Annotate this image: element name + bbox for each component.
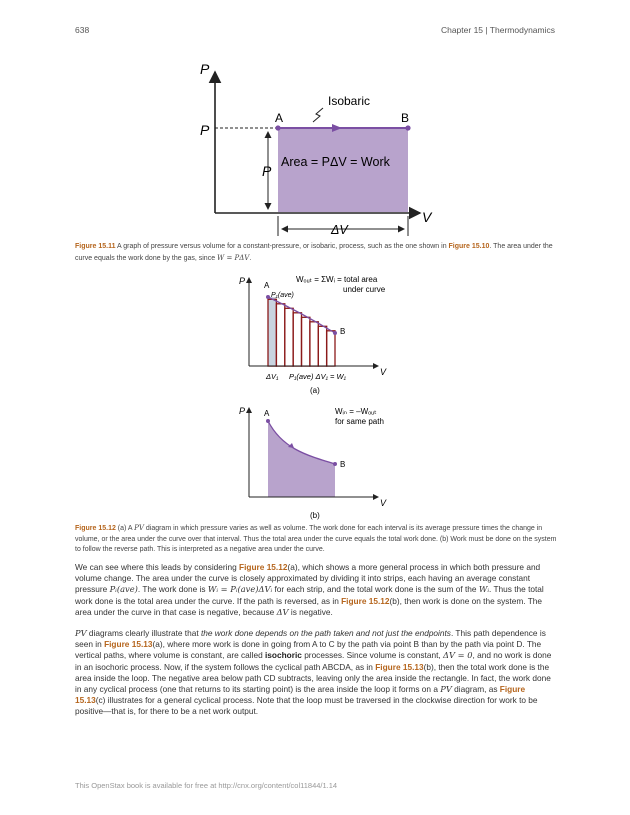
fig12a-wout-label: Wₒᵤₜ = ΣWᵢ = total area (296, 275, 378, 284)
footer-license: This OpenStax book is available for free at http://cnx.org/content/col11844/1.14 (75, 781, 338, 790)
strip-5 (302, 317, 310, 366)
paragraph-path-dependence: PV diagrams clearly illustrate that the work done depends on the path taken and not just the endpoints. This path dependence is seen in Figure 15.13(a), where more work is done in going from A to C by the path via point B than by the path via point D. The vertical paths, where volume is constant, are called isochoric processes. Since volume is constant, ΔV = 0, and no work is done in an isochoric process. Now, if the system follows the cyclical path ABCDA, as in Figure 15.13(b), then the total work done is the area inside the loop. The negative area below path CD subtracts, leaving only the area inside the rectangle. In fact, the work done in any cyclical process (one that returns to its starting point) is the area inside the loop it forms on a PV diagram, as Figure 15.13(c) illustrates for a general cyclical process. Note that the loop must be traversed in the clockwise direction for work to be positive—that is, for there to be a net work output. (75, 628, 552, 717)
fig12a-panel-label: (a) (310, 386, 320, 395)
fig11-area-equation: Area = PΔV = Work (281, 155, 390, 169)
strip-3 (285, 308, 293, 366)
caption-figure-15-12: Figure 15.12 (a) A PV diagram in which pressure varies as well as volume. The work done for each interval is its average pressure times the change in volume, or the area under the curve over that interval. Thus the total area under the curve equals the total work done. (b) Work must be done on the system to follow the reverse path. This is interpreted as a negative area under the curve. (75, 524, 557, 553)
first-strip-highlight (268, 297, 276, 366)
page-number: 638 (75, 25, 90, 35)
fig11-v-axis-label: V (422, 209, 432, 225)
fig12a-label-b: B (340, 327, 346, 336)
fig11-label-b: B (401, 111, 410, 125)
fig12a-point-a (266, 295, 270, 299)
fig11-label-a: A (275, 111, 284, 125)
fig12a-under-curve-label: under curve (343, 285, 386, 294)
fig12b-area (268, 421, 335, 497)
fig12b-p-axis-label: P (239, 406, 246, 416)
fig12b-point-a (266, 419, 270, 423)
fig12b-label-b: B (340, 460, 346, 469)
fig12a-label-a: A (264, 281, 270, 290)
fig12b-label-a: A (264, 409, 270, 418)
fig12a-strip-work-label: P₁(ave) ΔV₁ = W₁ (289, 372, 346, 381)
strip-group (268, 299, 335, 366)
fig11-isobaric-label: Isobaric (328, 94, 371, 108)
fig11-p-height-label: P (262, 163, 272, 179)
fig12b-v-axis-label: V (380, 498, 387, 508)
fig12b-panel-label: (b) (310, 511, 320, 520)
fig11-p-level-label: P (200, 122, 210, 138)
fig12a-p1-label: P₁(ave) (271, 292, 294, 299)
fig12b-win-label: Wᵢₙ = –Wₒᵤₜ (335, 407, 377, 416)
strip-6 (310, 322, 318, 366)
paragraph-work-area: We can see where this leads by considering Figure 15.12(a), which shows a more general process in which both pressure and volume change. The area under the curve is closely approximated by dividing it into strips, each having an average constant pressure Pᵢ(ave). The work done is Wᵢ = Pᵢ(ave)ΔVᵢ for each strip, and the total work done is the sum of the Wᵢ. Thus the total work done is the total area under the curve. If the path is reversed, as in Figure 15.12(b), then work is done on the system. The area under the curve in that case is negative, because ΔV is negative. (75, 562, 544, 617)
fig12a-delta-v1-label: ΔV₁ (266, 372, 279, 381)
fig12b-point-b (333, 462, 337, 466)
fig12a-v-axis-label: V (380, 367, 387, 377)
strip-8 (327, 331, 335, 366)
figure-15-12b (239, 406, 387, 520)
strip-2 (276, 304, 284, 366)
fig12a-p-axis-label: P (239, 276, 246, 286)
fig12b-same-path-label: for same path (335, 417, 384, 426)
fig11-delta-v-label: ΔV (331, 223, 348, 237)
strip-7 (318, 326, 326, 366)
caption-figure-15-11: Figure 15.11 A graph of pressure versus volume for a constant-pressure, or isobaric, process, such as the one shown in Figure 15.10. The area under the curve equals the work done by the gas, since W = PΔV. (75, 243, 553, 262)
fig12a-point-b (333, 331, 337, 335)
chapter-title: Chapter 15 | Thermodynamics (440, 25, 555, 35)
fig11-p-axis-label: P (200, 61, 210, 77)
strip-4 (293, 313, 301, 366)
